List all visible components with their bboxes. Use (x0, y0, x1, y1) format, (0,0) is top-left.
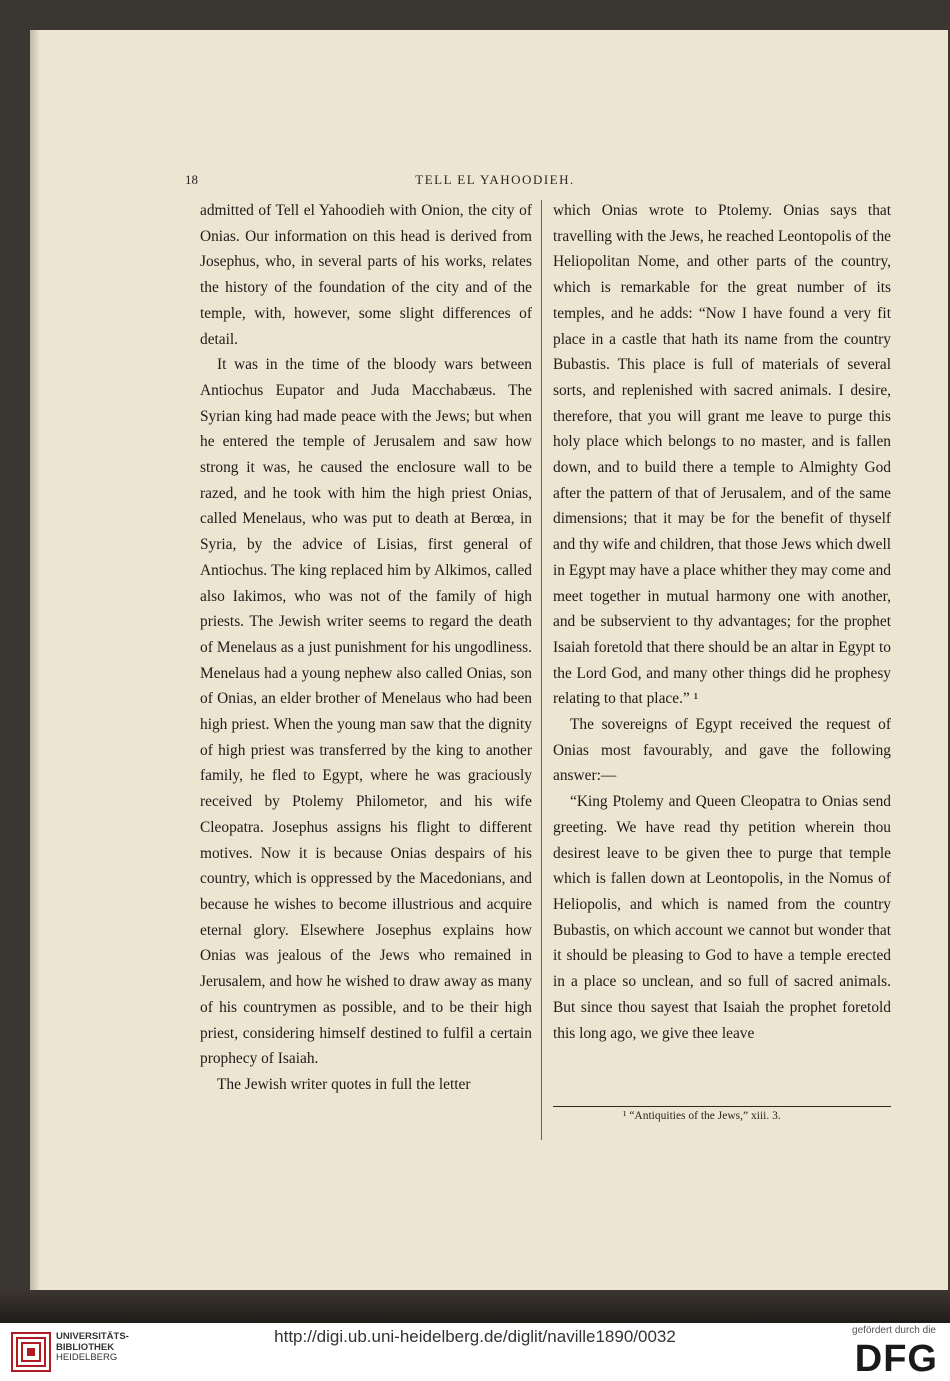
column-divider (541, 200, 542, 1140)
permalink-url[interactable]: http://digi.ub.uni-heidelberg.de/diglit/naville1890/0032 (274, 1327, 676, 1346)
page-number: 18 (185, 172, 198, 187)
library-name-line: HEIDELBERG (56, 1352, 118, 1363)
dfg-logo: DFG (854, 1338, 938, 1380)
library-name-line: BIBLIOTHEK (56, 1341, 115, 1353)
page-gutter-shadow (30, 30, 40, 1315)
footnote: ¹ “Antiquities of the Jews,” xiii. 3. (623, 1110, 781, 1122)
page-bottom-edge (0, 1290, 950, 1323)
paragraph: The sovereigns of Egypt received the request of Onias most favourably, and gave the following answer:— (553, 716, 891, 785)
left-column (200, 198, 532, 1098)
viewer-footer (0, 1323, 950, 1381)
paragraph: admitted of Tell el Yahoodieh with Onion, the city of Onias. Our information on this head is derived from Josephus, who, in several parts of his works, relates the history of the foundation of the city and of the temple, with, however, some slight differences of detail. (200, 202, 532, 348)
paragraph: “King Ptolemy and Queen Cleopatra to Onias send greeting. We have read thy petition wherein thou desirest leave to be given thee to purge that temple which is fallen down at Leontopolis, in the Nomus of Heliopolis, and which is named from the country Bubastis, on which account we cannot but wonder that it should be pleasing to God to have a temple erected in a place so unclean, and so full of sacred animals. But since thou sayest that Isaiah the prophet foretold this long ago, we give thee leave (553, 793, 891, 1042)
library-name-line: UNIVERSITÄTS- (56, 1331, 129, 1342)
paragraph: which Onias wrote to Ptolemy. Onias says that travelling with the Jews, he reached Leontopolis of the Heliopolitan Nome, and other parts of the country, which is remarkable for the great number of its temples, and he adds: “Now I have found a very fit place in a castle that hath its name from the country Bubastis. This place is full of materials of several sorts, and replenished with sacred animals. I desire, therefore, that you will grant me leave to purge this holy place which belongs to no master, and is fallen down, and to build there a temple to Almighty God after the pattern of that of Jerusalem, and of the same dimensions; that it may be for the benefit of thyself and thy wife and children, that those Jews which dwell in Egypt may have a place whither they may come and meet together in mutual harmony one with another, and be subservient to thy advantages; for the prophet Isaiah foretold that there should be an altar in Egypt to the Lord God, and many other things did he prophesy relating to that place.” ¹ (553, 202, 891, 708)
running-title: TELL EL YAHOODIEH. (415, 172, 575, 187)
footnote-rule (553, 1106, 891, 1107)
paragraph: It was in the time of the bloody wars between Antiochus Eupator and Juda Macchabæus. The Syrian king had made peace with the Jews; but when he entered the temple of Jerusalem and saw how strong it was, he caused the enclosure wall to be razed, and he took with him the high priest Onias, called Menelaus, who was put to death at Berœa, in Syria, by the advice of Lisias, first general of Antiochus. The king replaced him by Alkimos, called also Iakimos, who was not of the family of high priests. The Jewish writer seems to regard the death of Menelaus as a just punishment for his ungodliness. Menelaus had a young nephew also called Onias, son of Onias, an elder brother of Menelaus who had been high priest. When the young man saw that the dignity of high priest was transferred by the king to another family, he fled to Egypt, where he was graciously received by Ptolemy Philometor, and his wife Cleopatra. Josephus assigns his flight to different motives. Now it is because Onias despairs of his country, which is oppressed by the Macedonians, and because he wishes to become illustrious and acquire eternal glory. Elsewhere Josephus explains how Onias was jealous of the Jews who remained in Jerusalem, and how he wished to draw away as many of his countrymen as possible, and to be their high priest, considering himself destined to fulfil a certain prophecy of Isaiah. (200, 356, 532, 1068)
funded-by-label: gefördert durch die (852, 1325, 936, 1336)
right-column (553, 198, 891, 1046)
paragraph: The Jewish writer quotes in full the letter (217, 1075, 471, 1093)
